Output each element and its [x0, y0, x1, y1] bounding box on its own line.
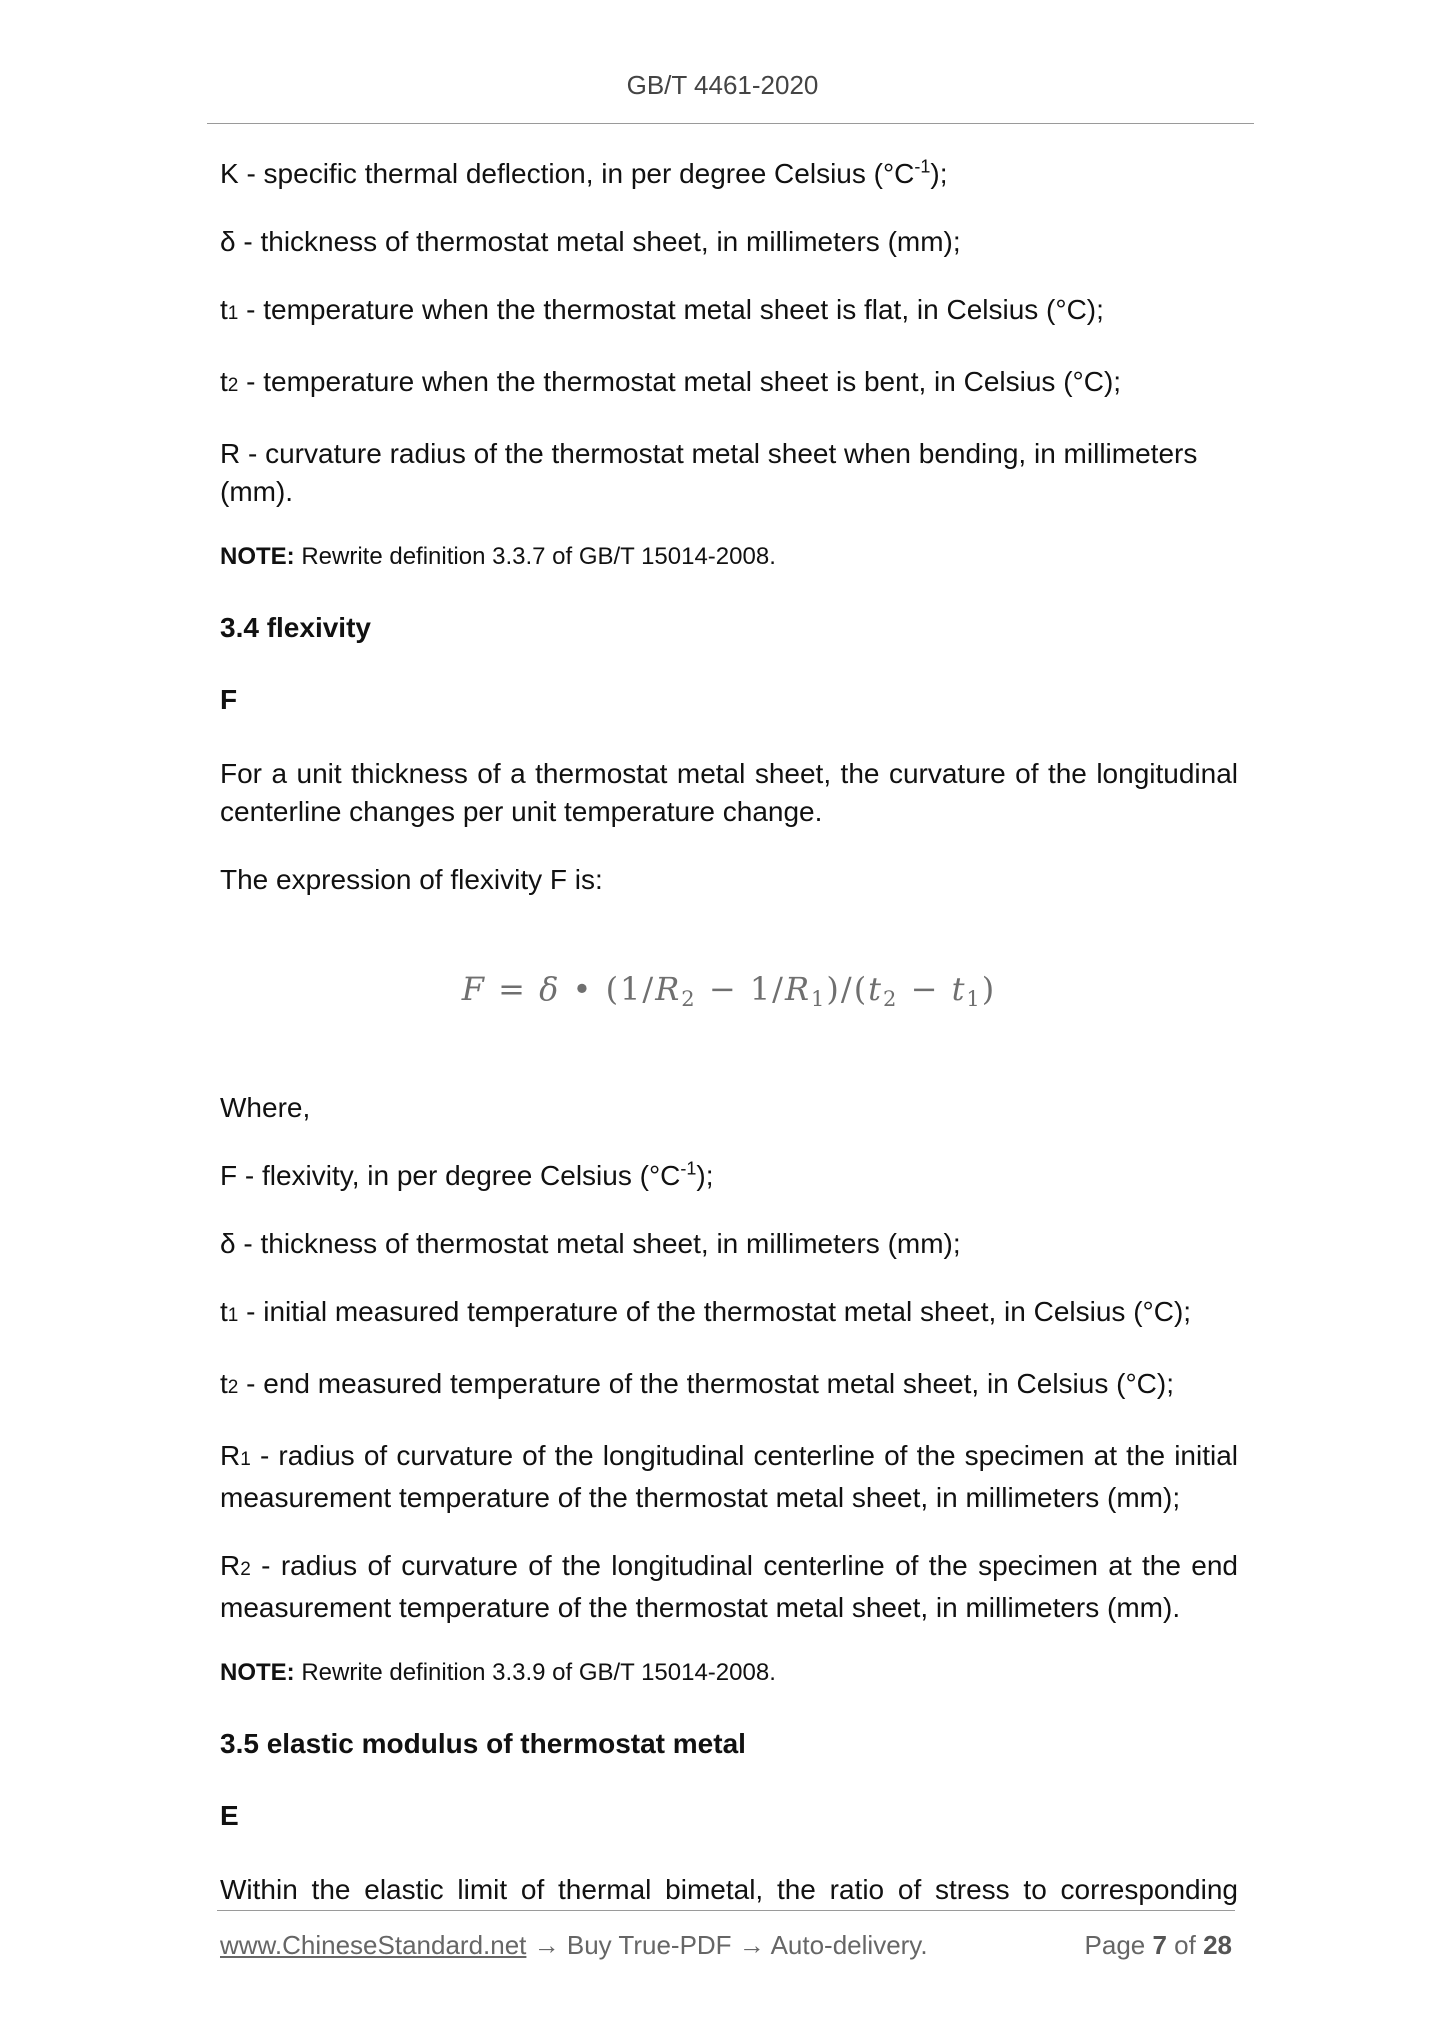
section-heading-3-4: 3.4 flexivity	[220, 612, 371, 643]
formula-minus: −	[898, 970, 952, 1008]
formula-open: (1/	[605, 970, 656, 1008]
note-2	[220, 1657, 1238, 1689]
formula-equals: =	[485, 970, 540, 1008]
definition-delta-2: δ - thickness of thermostat metal sheet, in millimeters (mm);	[220, 1228, 961, 1259]
formula-t2: t	[868, 970, 884, 1008]
section-symbol-f: F	[220, 684, 238, 715]
definition-k-suffix: );	[930, 158, 948, 189]
definition-r1	[220, 1437, 1238, 1517]
page-indicator	[1085, 1930, 1232, 1961]
formula-dot: •	[560, 970, 606, 1008]
definition-k-superscript: -1	[914, 156, 931, 177]
footer-tagline: → Buy True-PDF → Auto-delivery.	[526, 1930, 928, 1960]
page-of-label: of	[1166, 1930, 1204, 1960]
note-1	[220, 541, 1238, 573]
symbol-t: t	[220, 1368, 228, 1399]
page-footer	[220, 1930, 1232, 1961]
symbol-t: t	[220, 1296, 228, 1327]
definition-r2	[220, 1547, 1238, 1627]
definition-t1	[220, 291, 1238, 333]
definition-t1-2	[220, 1293, 1238, 1335]
formula-lhs: F	[461, 970, 486, 1008]
subscript: 1	[240, 1449, 251, 1470]
subscript: 1	[227, 1305, 239, 1326]
page-header-doc-id: GB/T 4461-2020	[626, 70, 819, 100]
formula-r2-subscript: 2	[681, 987, 697, 1011]
formula-t1-subscript: 1	[966, 987, 982, 1011]
definition-text: - radius of curvature of the longitudinal centerline of the specimen at the end measurement temperature of the thermostat metal sheet, in millimeters (mm).	[220, 1550, 1238, 1623]
definition-t2	[220, 363, 1238, 405]
subscript: 2	[240, 1559, 251, 1580]
subscript: 2	[227, 375, 239, 396]
header-divider	[207, 123, 1254, 124]
formula-r1-subscript: 1	[811, 987, 827, 1011]
symbol-r: R	[220, 1440, 241, 1471]
definition-f-text: F - flexivity, in per degree Celsius (°C	[220, 1160, 681, 1191]
definition-k	[220, 155, 1238, 193]
current-page-number: 7	[1152, 1930, 1167, 1960]
where-label: Where,	[220, 1092, 311, 1123]
subscript: 1	[227, 303, 239, 324]
symbol-r: R	[220, 1550, 241, 1581]
section-symbol-e: E	[220, 1800, 239, 1831]
definition-f-superscript: -1	[680, 1158, 697, 1179]
formula-close: )	[981, 970, 997, 1008]
definition-k-text: K - specific thermal deflection, in per degree Celsius (°C	[220, 158, 915, 189]
definition-text: - temperature when the thermostat metal sheet is flat, in Celsius (°C);	[238, 294, 1104, 325]
flexivity-expression-intro: The expression of flexivity F is:	[220, 864, 603, 895]
formula-delta: δ	[539, 970, 561, 1008]
symbol-t: t	[220, 366, 228, 397]
definition-text: - temperature when the thermostat metal sheet is bent, in Celsius (°C);	[238, 366, 1122, 397]
note-label: NOTE:	[220, 543, 295, 570]
note-label: NOTE:	[220, 1659, 295, 1686]
total-page-count: 28	[1203, 1930, 1232, 1960]
footer-divider	[217, 1910, 1235, 1911]
website-link[interactable]: www.ChineseStandard.net	[220, 1930, 527, 1960]
page-label: Page	[1084, 1930, 1153, 1960]
definition-t2-2	[220, 1365, 1238, 1407]
definition-text: - initial measured temperature of the thermostat metal sheet, in Celsius (°C);	[238, 1296, 1192, 1327]
section-heading-3-5: 3.5 elastic modulus of thermostat metal	[220, 1728, 746, 1759]
definition-f-suffix: );	[696, 1160, 714, 1191]
formula-r2: R	[655, 970, 682, 1008]
formula-t1: t	[951, 970, 967, 1008]
flexivity-description: For a unit thickness of a thermostat metal sheet, the curvature of the longitudinal centerline changes per unit temperature change.	[220, 758, 1238, 827]
symbol-t: t	[220, 294, 228, 325]
definition-text: - radius of curvature of the longitudinal centerline of the specimen at the initial measurement temperature of the thermostat metal sheet, in millimeters (mm);	[220, 1440, 1238, 1513]
formula-minus: − 1/	[696, 970, 785, 1008]
definition-f	[220, 1157, 1238, 1195]
formula-t2-subscript: 2	[883, 987, 899, 1011]
note-text: Rewrite definition 3.3.7 of GB/T 15014-2008.	[294, 543, 776, 570]
formula-mid: )/(	[826, 970, 869, 1008]
definition-text: - end measured temperature of the thermostat metal sheet, in Celsius (°C);	[238, 1368, 1174, 1399]
formula-r1: R	[784, 970, 812, 1008]
elastic-modulus-description: Within the elastic limit of thermal bimetal, the ratio of stress to corresponding	[220, 1874, 1238, 1905]
subscript: 2	[227, 1377, 239, 1398]
flexivity-formula	[220, 929, 1238, 1049]
page-content	[220, 155, 1238, 1939]
definition-delta: δ - thickness of thermostat metal sheet, in millimeters (mm);	[220, 226, 961, 257]
note-text: Rewrite definition 3.3.9 of GB/T 15014-2008.	[294, 1659, 776, 1686]
definition-r: R - curvature radius of the thermostat metal sheet when bending, in millimeters (mm).	[220, 438, 1198, 507]
